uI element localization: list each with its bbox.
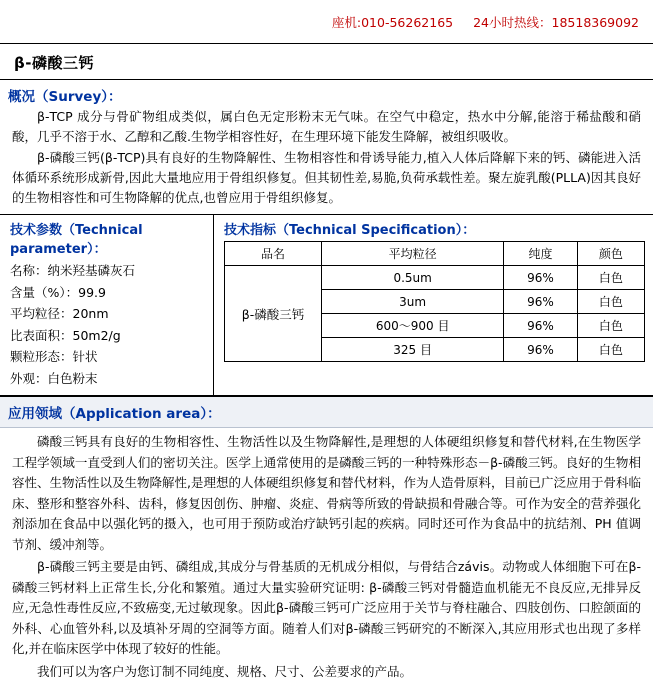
- page-title: β-磷酸三钙: [0, 44, 653, 80]
- cell-size: 0.5um: [322, 266, 504, 290]
- cell-color: 白色: [577, 338, 644, 362]
- parameters-heading: 技术参数（Technical parameter）：: [10, 223, 143, 258]
- parameter-item: 含量（%）：99.9: [10, 284, 106, 300]
- column-header-color: 颜色: [577, 242, 644, 266]
- survey-heading: 概况（Survey）：: [8, 89, 122, 105]
- survey-paragraph-2: β-磷酸三钙(β-TCP)具有良好的生物降解性、生物相容性和骨诱导能力,植入人体后降解下来的钙、磷能进入活体循环系统形成新骨,因此大量地应用于骨组织修复。但其韧性差,易脆,负荷承载性差。聚左旋乳酸(PLLA)因其良好的生物相容性和可生物降解的优点,也曾应用于骨组织修复。: [12, 149, 641, 205]
- table-row: [225, 266, 645, 290]
- survey-section: [0, 80, 653, 214]
- application-paragraph-1: 磷酸三钙具有良好的生物相容性、生物活性以及生物降解性,是理想的人体硬组织修复和替代材料,在生物医学工程学领域一直受到人们的密切关注。医学上通常使用的是磷酸三钙的一种特殊形态－β-磷酸三钙。良好的生物相容性、生物活性以及生物降解性,是理想的人体硬组织修复和替代材料，作为人造骨原料，目前已广泛应用于骨科临床、整形和整容外科、齿科，修复因创伤、肿瘤、炎症、骨病等所致的骨缺损和骨融合等。可作为安全的营养强化剂添加在食品中以强化钙的摄入，也可用于预防或治疗缺钙引起的疾病。同时还可作为食品中的抗结剂、PH 值调节剂、缓冲剂等。: [12, 434, 641, 552]
- application-paragraph-3: 我们可以为客户为您订制不同纯度、规格、尺寸、公差要求的产品。: [37, 663, 413, 679]
- column-header-size: 平均粒径: [322, 242, 504, 266]
- column-header-purity: 纯度: [504, 242, 577, 266]
- parameter-item: 比表面积：50m2/g: [10, 327, 121, 343]
- application-heading: 应用领域（Application area）：: [0, 396, 653, 428]
- table-header-row: [225, 242, 645, 266]
- specification-heading: 技术指标（Technical Specification）：: [224, 223, 476, 239]
- parameter-item: 平均粒径：20nm: [10, 306, 109, 322]
- application-section: [0, 428, 653, 682]
- product-name-cell: β-磷酸三钙: [225, 266, 322, 362]
- parameter-item: 颗粒形态：针状: [10, 349, 98, 365]
- spec-section: [0, 214, 653, 396]
- cell-purity: 96%: [504, 338, 577, 362]
- parameter-item: 外观：白色粉末: [10, 370, 98, 386]
- cell-color: 白色: [577, 266, 644, 290]
- parameter-item: 名称：纳米羟基磷灰石: [10, 263, 136, 279]
- technical-specification: [214, 215, 653, 395]
- cell-size: 325 目: [322, 338, 504, 362]
- specification-table: [224, 241, 645, 362]
- contact-bar: [0, 0, 653, 44]
- cell-purity: 96%: [504, 290, 577, 314]
- column-header-name: 品名: [225, 242, 322, 266]
- survey-paragraph-1: β-TCP 成分与骨矿物组成类似，属白色无定形粉末无气味。在空气中稳定，热水中分解,能溶于稀盐酸和硝酸，几乎不溶于水、乙醇和乙酸.生物学相容性好，在生理环境下能发生降解，被组织吸收。: [12, 109, 641, 145]
- application-paragraph-2: β-磷酸三钙主要是由钙、磷组成,其成分与骨基质的无机成分相似，与骨结合závis。动物或人体细胞下可在β-磷酸三钙材料上正常生长,分化和繁殖。通过大量实验研究证明: β-磷酸三钙对骨髓造血机能无不良反应,无排异反应,无急性毒性反应,不致癌变,无过敏现象。因此β-磷酸三钙可广泛应用于关节与脊柱融合、四肢创伤、口腔颌面的外科、心血管外科,以及填补牙周的空洞等方面。随着人们对β-磷酸三钙研究的不断深入,其应用形式也出现了多样化,并在临床医学中体现了较好的性能。: [12, 559, 641, 657]
- office-phone: 座机:010-56262165: [331, 14, 454, 30]
- cell-size: 3um: [322, 290, 504, 314]
- cell-purity: 96%: [504, 314, 577, 338]
- cell-color: 白色: [577, 290, 644, 314]
- technical-parameters: [0, 215, 214, 395]
- cell-purity: 96%: [504, 266, 577, 290]
- cell-color: 白色: [577, 314, 644, 338]
- cell-size: 600～900 目: [322, 314, 504, 338]
- hotline-phone: 24小时热线：18518369092: [473, 14, 639, 30]
